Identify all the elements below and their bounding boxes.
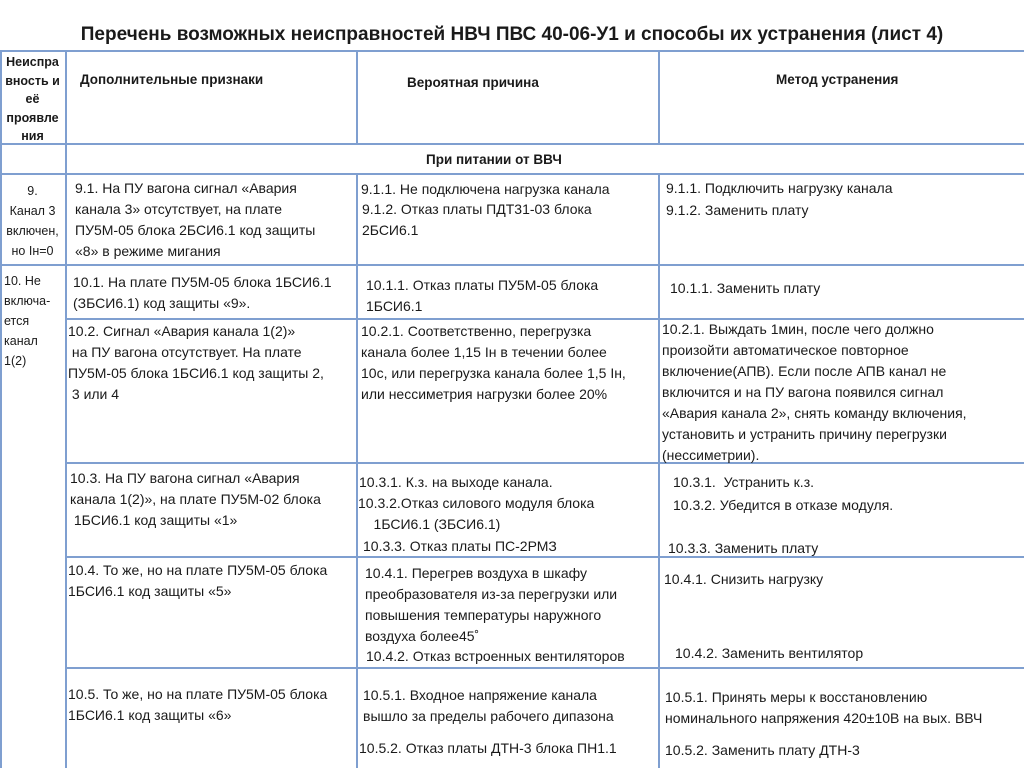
cause-9-1-2: 9.1.2. Отказ платы ПДТ31-03 блока 2БСИ6.1 bbox=[362, 201, 592, 238]
cause-10-3-2: 10.3.2.Отказ силового модуля блока 1БСИ6.1 (ЗБСИ6.1) bbox=[358, 495, 595, 532]
grid-line bbox=[0, 50, 2, 768]
grid-line bbox=[0, 143, 1024, 145]
fix-10-3-1: 10.3.1. Устранить к.з. bbox=[673, 474, 815, 490]
signs-10-1: 10.1. На плате ПУ5М-05 блока 1БСИ6.1 (ЗБСИ6.1) код защиты «9». bbox=[73, 274, 332, 311]
grid-line bbox=[65, 667, 1024, 669]
header-fix: Метод устранения bbox=[776, 72, 899, 87]
cause-10-4-2: 10.4.2. Отказ встроенных вентиляторов bbox=[366, 648, 625, 664]
cause-10-4-1: 10.4.1. Перегрев воздуха в шкафу преобразователя из-за перегрузки или повышения температуры наружного воздуха более45˚ bbox=[365, 565, 618, 644]
page-title: Перечень возможных неисправностей НВЧ ПВС 40-06-У1 и способы их устранения (лист 4) bbox=[80, 24, 944, 45]
fix-10-3-2: 10.3.2. Убедится в отказе модуля. bbox=[673, 497, 894, 513]
cause-10-2-1: 10.2.1. Соответственно, перегрузка канала более 1,15 Iн в течении более 10с, или перегрузка канала более 1,5 Iн, или нессиметрия нагрузки более 20% bbox=[361, 323, 626, 402]
header-signs: Дополнительные признаки bbox=[80, 72, 264, 87]
fix-10-4-2: 10.4.2. Заменить вентилятор bbox=[675, 645, 864, 661]
signs-9-1: 9.1. На ПУ вагона сигнал «Авария канала 3» отсутствует, на плате ПУ5М-05 блока 2БСИ6.1 код защиты «8» в режиме мигания bbox=[75, 180, 316, 259]
signs-10-2: 10.2. Сигнал «Авария канала 1(2)» на ПУ вагона отсутствует. На плате ПУ5М-05 блока 1БСИ6.1 код защиты 2, 3 или 4 bbox=[68, 323, 324, 402]
fix-10-5-2: 10.5.2. Заменить плату ДТН-3 bbox=[665, 742, 860, 758]
signs-10-5: 10.5. То же, но на плате ПУ5М-05 блока 1БСИ6.1 код защиты «6» bbox=[68, 686, 328, 723]
fix-10-1-1: 10.1.1. Заменить плату bbox=[670, 280, 821, 296]
section-header: При питании от ВВЧ bbox=[426, 152, 562, 167]
grid-line bbox=[0, 50, 1024, 52]
signs-10-3: 10.3. На ПУ вагона сигнал «Авария канала 1(2)», на плате ПУ5М-02 блока 1БСИ6.1 код защиты «1» bbox=[70, 470, 321, 528]
fix-10-3-3: 10.3.3. Заменить плату bbox=[668, 540, 819, 556]
cause-10-1-1: 10.1.1. Отказ платы ПУ5М-05 блока 1БСИ6.1 bbox=[366, 277, 599, 314]
cause-10-5-1: 10.5.1. Входное напряжение канала вышло за пределы рабочего дипазона bbox=[363, 687, 614, 724]
cause-10-5-2: 10.5.2. Отказ платы ДТН-3 блока ПН1.1 bbox=[359, 740, 617, 756]
grid-line bbox=[356, 50, 358, 144]
cause-9-1-1: 9.1.1. Не подключена нагрузка канала bbox=[361, 181, 610, 197]
fix-9-1-2: 9.1.2. Заменить плату bbox=[666, 202, 809, 218]
fix-10-5-1: 10.5.1. Принять меры к восстановлению номинального напряжения 420±10В на вых. ВВЧ bbox=[665, 689, 983, 726]
fix-10-2-1: 10.2.1. Выждать 1мин, после чего должно произойти автоматическое повторное включение(АПВ). Если после АПВ канал не включится и на ПУ вагона появился сигнал «Авария канала 2», снять команду включения, установить и устранить причину перегрузки (нессиметрии). bbox=[662, 321, 967, 463]
grid-line bbox=[65, 50, 67, 768]
signs-10-4: 10.4. То же, но на плате ПУ5М-05 блока 1БСИ6.1 код защиты «5» bbox=[68, 562, 328, 599]
header-cause: Вероятная причина bbox=[407, 75, 539, 90]
fix-10-4-1: 10.4.1. Снизить нагрузку bbox=[664, 571, 824, 587]
grid-line bbox=[0, 264, 1024, 266]
header-fault: Неиспра вность и её проявле ния bbox=[5, 55, 60, 143]
cause-10-3-1: 10.3.1. К.з. на выходе канала. bbox=[359, 474, 553, 490]
grid-line bbox=[658, 50, 660, 144]
cause-10-3-3: 10.3.3. Отказ платы ПС-2РМЗ bbox=[363, 538, 557, 554]
fault-10: 10. Не включа- ется канал 1(2) bbox=[4, 274, 51, 368]
fix-9-1-1: 9.1.1. Подключить нагрузку канала bbox=[666, 180, 893, 196]
grid-line bbox=[0, 173, 1024, 175]
fault-9: 9. Канал 3 включен, но Iн=0 bbox=[6, 184, 59, 258]
